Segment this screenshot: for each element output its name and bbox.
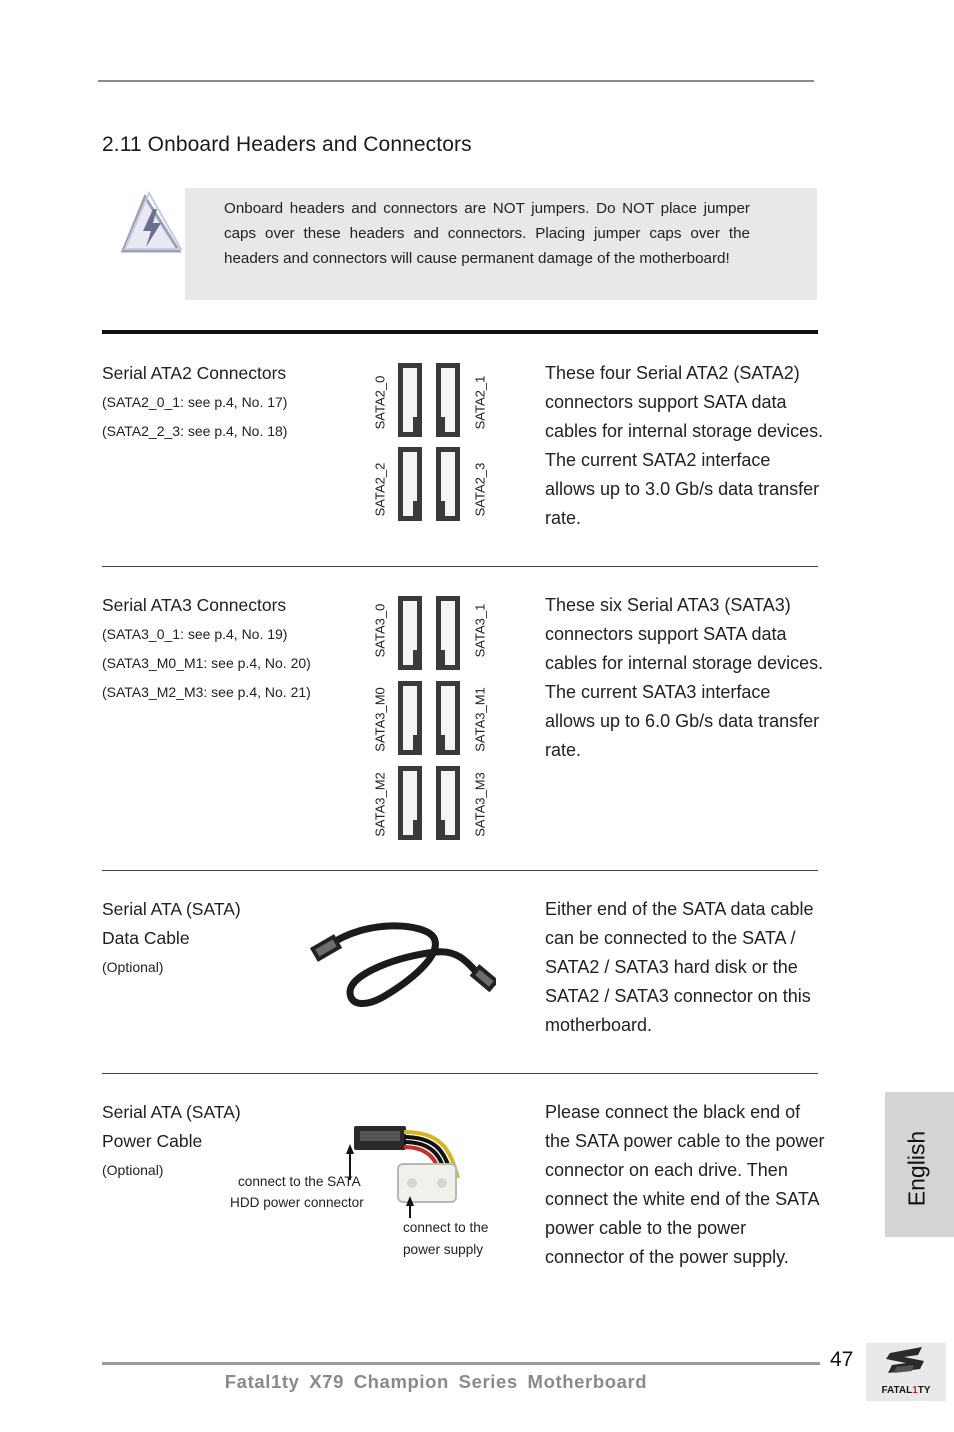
divider xyxy=(102,566,818,567)
sata-port-icon xyxy=(436,766,460,840)
top-rule xyxy=(98,80,814,82)
section-divider xyxy=(102,330,818,334)
sata-port-icon xyxy=(436,447,460,521)
power-cable-description: Please connect the black end of the SATA power cable to the power connector on each drive. Then connect the white end of the SATA power cable to the power connector of the power supply. xyxy=(545,1102,825,1267)
sata3-ref: (SATA3_M0_M1: see p.4, No. 20) xyxy=(102,655,311,671)
sata-port-icon xyxy=(398,596,422,670)
footer-rule xyxy=(102,1362,820,1365)
port-label: SATA3_M1 xyxy=(472,687,488,752)
sata-port-icon xyxy=(398,766,422,840)
port-label: SATA3_M0 xyxy=(372,687,388,752)
sata-port-icon xyxy=(398,681,422,755)
callout-hdd: connect to the SATA xyxy=(238,1174,361,1189)
port-label: SATA2_0 xyxy=(372,375,388,430)
warning-text: Onboard headers and connectors are NOT jumpers. Do NOT place jumper caps over these headers and connectors. Placing jumper caps over the headers and connectors will cause permanent damage of the motherboard! xyxy=(224,200,750,267)
sata2-connector-diagram xyxy=(396,361,462,523)
sata2-ref: (SATA2_0_1: see p.4, No. 17) xyxy=(102,394,288,410)
sata-port-icon xyxy=(398,447,422,521)
callout-psu: connect to the xyxy=(403,1220,489,1235)
sata2-ref: (SATA2_2_3: see p.4, No. 18) xyxy=(102,423,288,439)
sata3-connector-diagram xyxy=(396,594,462,844)
sata-data-cable-image xyxy=(306,918,496,1016)
sata-power-connector xyxy=(354,1126,406,1150)
optional-note: (Optional) xyxy=(102,1162,164,1178)
sata2-title: Serial ATA2 Connectors xyxy=(102,363,287,383)
sata-port-icon xyxy=(398,363,422,437)
port-label: SATA3_1 xyxy=(472,603,488,658)
sata-port-icon xyxy=(436,596,460,670)
power-cable-title: Power Cable xyxy=(102,1131,203,1151)
logo-wordmark: FATAL1TY xyxy=(881,1385,931,1396)
port-label: SATA2_3 xyxy=(472,462,488,517)
optional-note: (Optional) xyxy=(102,959,164,975)
molex-connector xyxy=(398,1164,456,1202)
port-label: SATA2_1 xyxy=(472,375,488,430)
sata-port-icon xyxy=(436,363,460,437)
port-label: SATA3_0 xyxy=(372,603,388,658)
divider xyxy=(102,1073,818,1074)
sata-port-icon xyxy=(436,681,460,755)
footer-title: Fatal1ty X79 Champion Series Motherboard xyxy=(224,1371,648,1392)
sata3-description: These six Serial ATA3 (SATA3) connectors support SATA data cables for internal storage devices. The current SATA3 interface allows up to 6.0 Gb/s data transfer rate. xyxy=(545,595,824,760)
sata3-ref: (SATA3_0_1: see p.4, No. 19) xyxy=(102,626,288,642)
data-cable-title: Serial ATA (SATA) xyxy=(102,899,241,919)
fatal1ty-logo xyxy=(866,1343,946,1401)
power-cable-title: Serial ATA (SATA) xyxy=(102,1102,241,1122)
sata3-ref: (SATA3_M2_M3: see p.4, No. 21) xyxy=(102,684,311,700)
caution-icon xyxy=(115,191,187,264)
data-cable-title: Data Cable xyxy=(102,928,190,948)
callout-hdd: HDD power connector xyxy=(230,1195,364,1210)
language-tab-label: English xyxy=(903,1130,930,1207)
divider xyxy=(102,870,818,871)
port-label: SATA3_M2 xyxy=(372,772,388,837)
sata3-title: Serial ATA3 Connectors xyxy=(102,595,287,615)
data-cable-description: Either end of the SATA data cable can be connected to the SATA / SATA2 / SATA3 hard disk or the SATA2 / SATA3 connector on this motherboard. xyxy=(545,899,814,1035)
port-label: SATA2_2 xyxy=(372,462,388,517)
page-number: 47 xyxy=(830,1348,854,1371)
port-label: SATA3_M3 xyxy=(472,772,488,837)
sata2-description: These four Serial ATA2 (SATA2) connectors support SATA data cables for internal storage devices. The current SATA2 interface allows up to 3.0 Gb/s data transfer rate. xyxy=(545,363,824,528)
section-title: 2.11 Onboard Headers and Connectors xyxy=(102,133,472,156)
callout-psu: power supply xyxy=(403,1242,484,1257)
